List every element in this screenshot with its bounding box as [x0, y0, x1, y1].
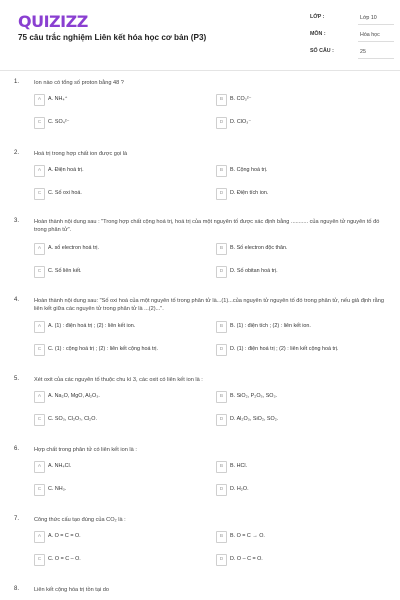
option-letter-box: B — [216, 243, 227, 255]
header-divider — [0, 70, 400, 71]
option-text: D. ClO₃⁻ — [230, 119, 252, 125]
question-number: 3. — [14, 218, 20, 224]
option-text: D. Điện tích ion. — [230, 190, 269, 196]
answer-option[interactable] — [216, 461, 391, 473]
question-number: 2. — [14, 150, 20, 156]
option-text: D. Al₂O₃, SiO₂, SO₂. — [230, 416, 279, 422]
answer-option[interactable] — [34, 344, 209, 356]
option-text: B. CO₃²⁻ — [230, 96, 252, 102]
answer-option[interactable] — [34, 484, 209, 496]
option-letter-box: A — [34, 165, 45, 177]
option-letter-box: B — [216, 321, 227, 333]
answer-option[interactable] — [216, 94, 391, 106]
question-text: Ion nào có tổng số proton bằng 48 ? — [34, 80, 124, 86]
option-letter-box: A — [34, 391, 45, 403]
quizizz-logo: QUIZIZZ — [18, 12, 88, 31]
answer-option[interactable] — [34, 531, 209, 543]
option-letter-box: B — [216, 391, 227, 403]
option-letter-box: A — [34, 243, 45, 255]
meta-label: SỐ CÂU : — [310, 48, 334, 54]
answer-option[interactable] — [34, 117, 209, 129]
option-text: C. Số oxi hoá. — [48, 190, 82, 196]
worksheet-header — [0, 0, 400, 70]
worksheet-meta — [310, 12, 390, 63]
option-text: A. O = C = O. — [48, 533, 81, 539]
option-letter-box: C — [34, 188, 45, 200]
option-text: A. (1) : điện hoá trị ; (2) : liên kết ion. — [48, 323, 136, 329]
option-letter-box: A — [34, 461, 45, 473]
option-letter-box: B — [216, 94, 227, 106]
question-number: 4. — [14, 297, 20, 303]
option-letter-box: D — [216, 188, 227, 200]
option-text: B. Cộng hoá trị. — [230, 167, 268, 173]
answer-option[interactable] — [34, 554, 209, 566]
answer-option[interactable] — [34, 94, 209, 106]
option-letter-box: B — [216, 531, 227, 543]
answer-option[interactable] — [216, 321, 391, 333]
option-text: D. (1) : điện hoá trị ; (2) : liên kết cộng hoá trị. — [230, 346, 339, 352]
answer-option[interactable] — [34, 188, 209, 200]
answer-option[interactable] — [216, 531, 391, 543]
option-text: C. NH₃. — [48, 486, 67, 492]
option-text: A. số electron hoá trị. — [48, 245, 99, 251]
answer-option[interactable] — [216, 554, 391, 566]
answer-option[interactable] — [34, 321, 209, 333]
question-number: 7. — [14, 516, 20, 522]
answer-option[interactable] — [216, 344, 391, 356]
answer-option[interactable] — [216, 414, 391, 426]
option-letter-box: B — [216, 165, 227, 177]
option-text: D. O – C = O. — [230, 556, 263, 562]
option-letter-box: C — [34, 554, 45, 566]
question-text: Hoá trị trong hợp chất ion được gọi là — [34, 151, 128, 157]
meta-value: Hóa học — [358, 29, 394, 42]
question-number: 6. — [14, 446, 20, 452]
option-text: C. O = C – O. — [48, 556, 81, 562]
option-letter-box: A — [34, 321, 45, 333]
option-letter-box: C — [34, 266, 45, 278]
meta-label: LỚP : — [310, 14, 325, 20]
question-number: 1. — [14, 79, 20, 85]
meta-value: 25 — [358, 46, 394, 59]
meta-row-subject — [310, 29, 390, 44]
option-letter-box: D — [216, 117, 227, 129]
option-text: A. NH₄Cl. — [48, 463, 72, 469]
meta-row-class — [310, 12, 390, 27]
option-letter-box: D — [216, 344, 227, 356]
option-letter-box: D — [216, 266, 227, 278]
option-text: D. H₂O. — [230, 486, 249, 492]
option-text: B. Số electron độc thân. — [230, 245, 288, 251]
option-letter-box: D — [216, 484, 227, 496]
meta-label: MÔN : — [310, 31, 326, 37]
answer-option[interactable] — [34, 414, 209, 426]
answer-option[interactable] — [216, 117, 391, 129]
option-text: A. Điện hoá trị. — [48, 167, 84, 173]
question-text: Hợp chất trong phân tử có liên kết ion là : — [34, 447, 137, 453]
option-text: B. HCl. — [230, 463, 248, 469]
meta-value: Lớp 10 — [358, 12, 394, 25]
question-text: Công thức cấu tạo đúng của CO₂ là : — [34, 517, 126, 523]
option-text: C. Số liên kết. — [48, 268, 82, 274]
option-text: B. SiO₂, P₂O₅, SO₃. — [230, 393, 278, 399]
option-letter-box: C — [34, 484, 45, 496]
option-letter-box: C — [34, 117, 45, 129]
answer-option[interactable] — [34, 461, 209, 473]
question-number: 8. — [14, 586, 20, 592]
answer-option[interactable] — [34, 266, 209, 278]
meta-row-count — [310, 46, 390, 61]
answer-option[interactable] — [34, 243, 209, 255]
question-text: Liên kết cộng hóa trị tồn tại do — [34, 587, 109, 593]
option-letter-box: B — [216, 461, 227, 473]
option-text: A. Na₂O, MgO, Al₂O₃. — [48, 393, 100, 399]
worksheet-title: 75 câu trắc nghiệm Liên kết hóa học cơ bản (P3) — [18, 33, 207, 42]
question-number: 5. — [14, 376, 20, 382]
question-text: Xét oxit của các nguyên tố thuộc chu kì 3, các oxit có liên kết ion là : — [34, 377, 203, 383]
option-letter-box: C — [34, 344, 45, 356]
option-text: A. NH₄⁺ — [48, 96, 68, 102]
answer-option[interactable] — [216, 391, 391, 403]
answer-option[interactable] — [216, 243, 391, 255]
option-letter-box: C — [34, 414, 45, 426]
option-text: C. SO₃, Cl₂O₇, Cl₂O. — [48, 416, 97, 422]
option-text: C. (1) : cộng hoá trị ; (2) : liên kết cộng hoá trị. — [48, 346, 158, 352]
answer-option[interactable] — [216, 484, 391, 496]
question-text: Hoàn thành nội dung sau: "Số oxi hoá của một nguyên tố trong phân tử là...(1)...của nguyên tử nguyên tố đó trong phân tử, nếu giả định rằng liên kết giữa các nguyên tử trong phân tử là ...(2)...". — [34, 298, 385, 312]
answer-option[interactable] — [216, 188, 391, 200]
option-letter-box: A — [34, 94, 45, 106]
option-letter-box: D — [216, 554, 227, 566]
question-text: Hoàn thành nội dung sau : "Trong hợp chất cộng hoá trị, hoá trị của một nguyên tố được xác định bằng ........... của nguyên tử nguyên tố đó trong phân tử". — [34, 219, 380, 233]
answer-option[interactable] — [216, 266, 391, 278]
option-text: C. SO₄²⁻ — [48, 119, 70, 125]
option-text: B. (1) : điện tích ; (2) : liên kết ion. — [230, 323, 311, 329]
option-text: B. O = C → O. — [230, 533, 265, 539]
answer-option[interactable] — [216, 165, 391, 177]
option-text: D. Số obitan hoá trị. — [230, 268, 278, 274]
option-letter-box: A — [34, 531, 45, 543]
option-letter-box: D — [216, 414, 227, 426]
answer-option[interactable] — [34, 165, 209, 177]
answer-option[interactable] — [34, 391, 209, 403]
